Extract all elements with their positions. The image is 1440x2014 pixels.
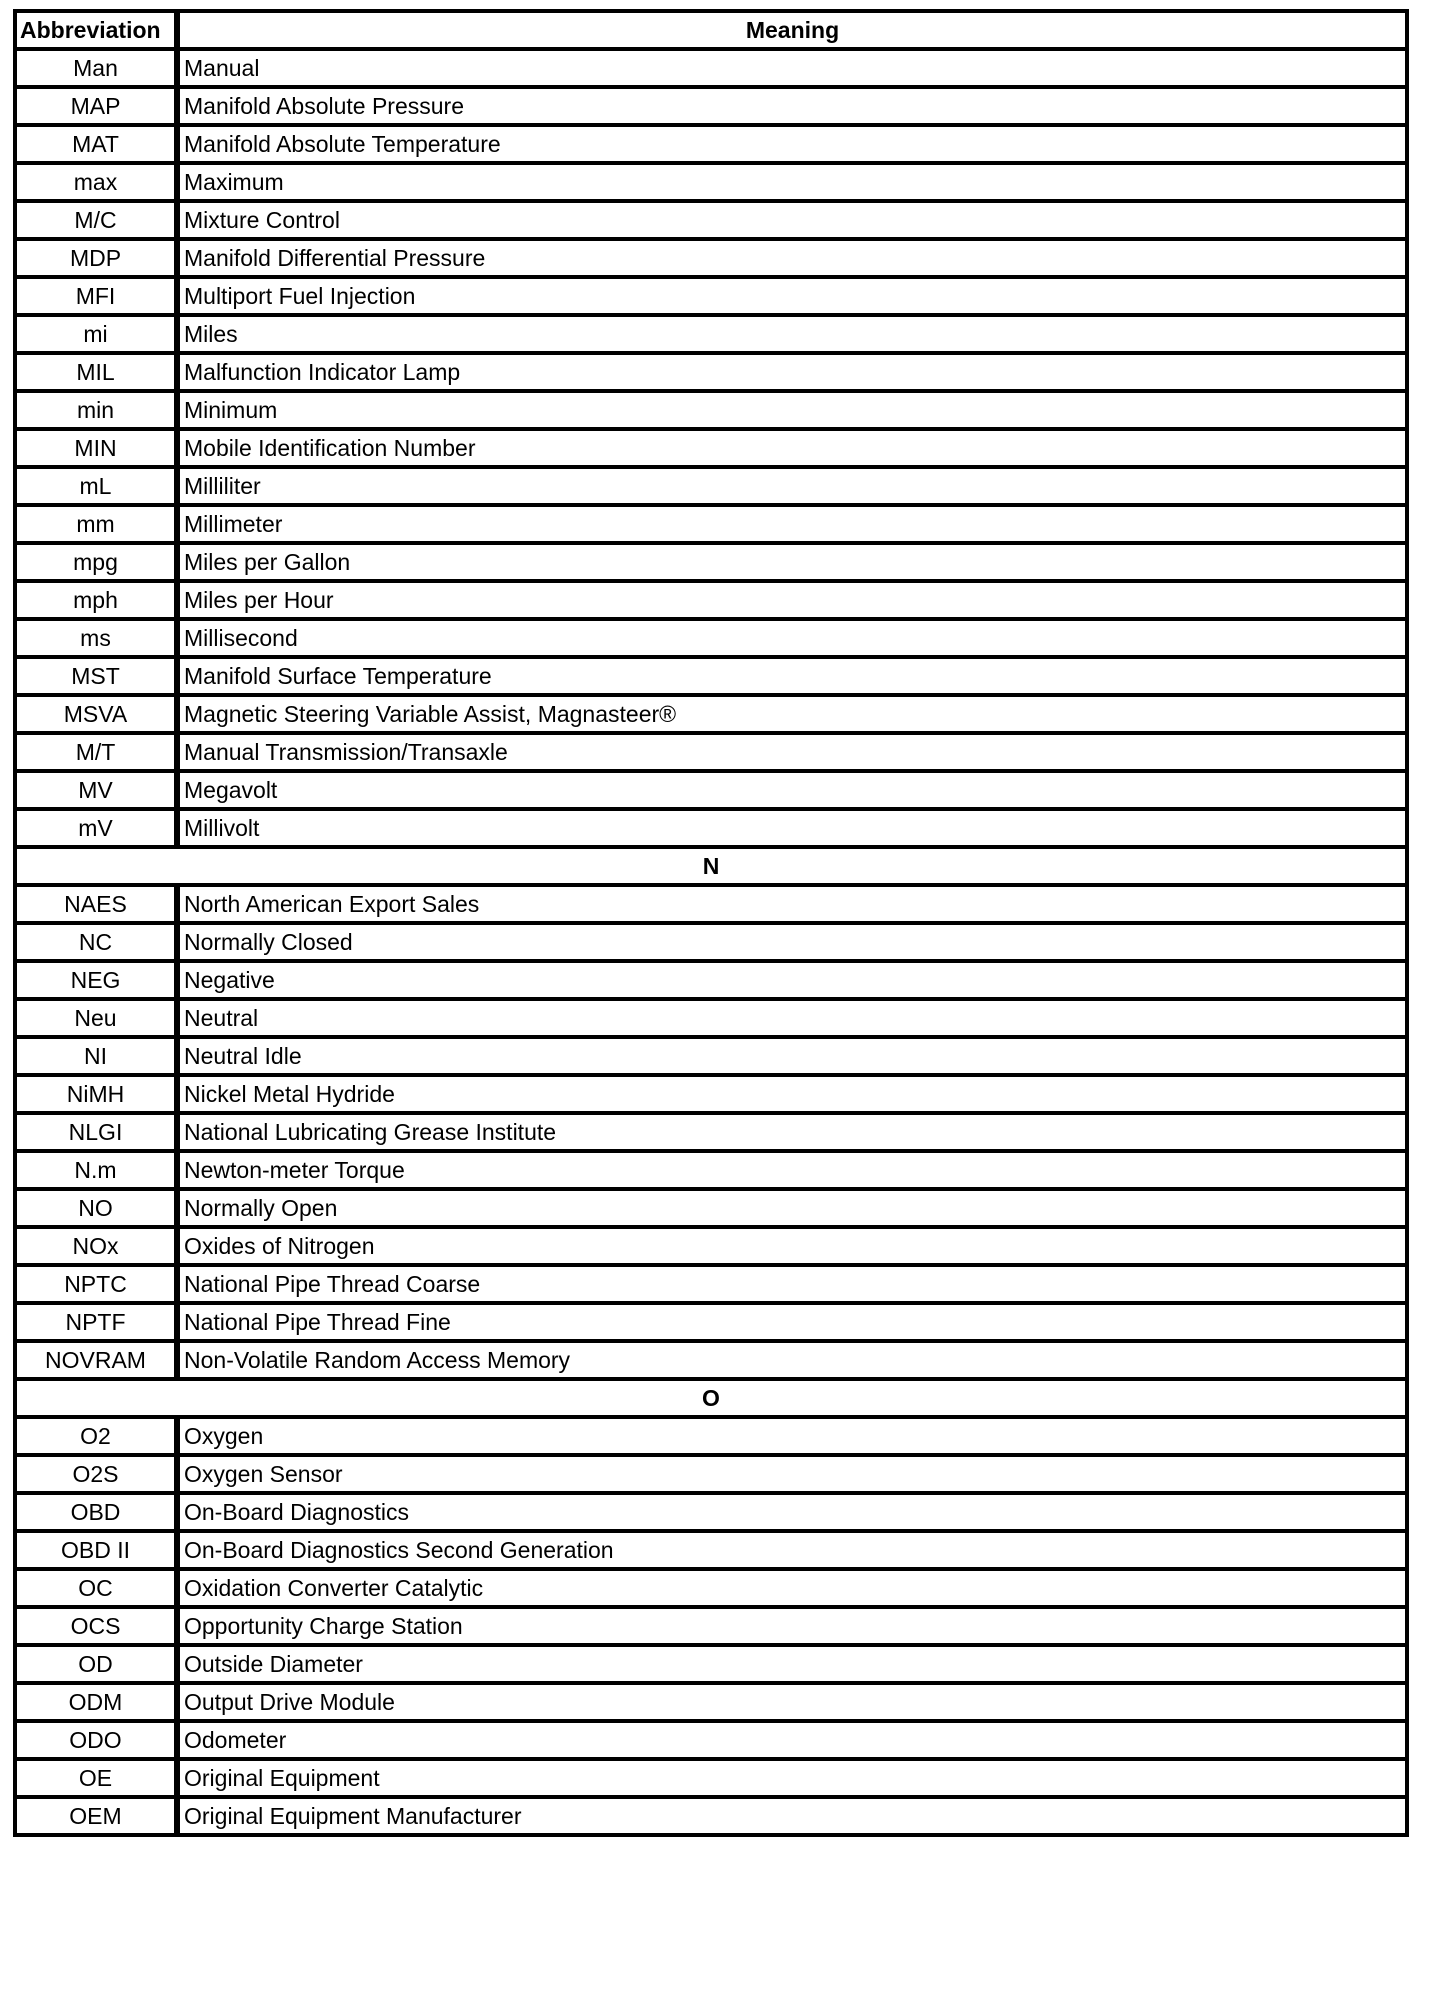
abbreviation-cell: OCS bbox=[15, 1607, 177, 1645]
table-row bbox=[15, 125, 1407, 163]
table-row bbox=[15, 467, 1407, 505]
abbreviation-cell: OBD II bbox=[15, 1531, 177, 1569]
abbreviation-cell: Man bbox=[15, 49, 177, 87]
table-row bbox=[15, 809, 1407, 847]
meaning-cell: Newton-meter Torque bbox=[177, 1151, 1407, 1189]
table-row bbox=[15, 1607, 1407, 1645]
meaning-cell: National Lubricating Grease Institute bbox=[177, 1113, 1407, 1151]
table-row bbox=[15, 1341, 1407, 1379]
abbreviation-cell: OEM bbox=[15, 1797, 177, 1835]
meaning-cell: Megavolt bbox=[177, 771, 1407, 809]
section-header-row bbox=[15, 1379, 1407, 1417]
meaning-cell: Oxidation Converter Catalytic bbox=[177, 1569, 1407, 1607]
abbreviation-cell: MIL bbox=[15, 353, 177, 391]
meaning-cell: Miles bbox=[177, 315, 1407, 353]
table-row bbox=[15, 695, 1407, 733]
table-row bbox=[15, 49, 1407, 87]
abbreviation-cell: NC bbox=[15, 923, 177, 961]
meaning-cell: Negative bbox=[177, 961, 1407, 999]
table-row bbox=[15, 543, 1407, 581]
meaning-cell: National Pipe Thread Coarse bbox=[177, 1265, 1407, 1303]
abbreviation-cell: ms bbox=[15, 619, 177, 657]
meaning-cell: Multiport Fuel Injection bbox=[177, 277, 1407, 315]
column-header-abbreviation: Abbreviation bbox=[15, 11, 177, 49]
table-row bbox=[15, 1037, 1407, 1075]
meaning-cell: Manifold Surface Temperature bbox=[177, 657, 1407, 695]
abbreviation-cell: NPTF bbox=[15, 1303, 177, 1341]
meaning-cell: Mobile Identification Number bbox=[177, 429, 1407, 467]
meaning-cell: Millivolt bbox=[177, 809, 1407, 847]
table-row bbox=[15, 201, 1407, 239]
section-letter: O bbox=[15, 1379, 1407, 1417]
abbreviation-cell: MV bbox=[15, 771, 177, 809]
abbreviation-cell: NPTC bbox=[15, 1265, 177, 1303]
abbreviation-cell: MST bbox=[15, 657, 177, 695]
table-header-row bbox=[15, 11, 1407, 49]
abbreviation-cell: MSVA bbox=[15, 695, 177, 733]
meaning-cell: Non-Volatile Random Access Memory bbox=[177, 1341, 1407, 1379]
meaning-cell: On-Board Diagnostics Second Generation bbox=[177, 1531, 1407, 1569]
table-row bbox=[15, 353, 1407, 391]
meaning-cell: Maximum bbox=[177, 163, 1407, 201]
abbreviation-cell: NLGI bbox=[15, 1113, 177, 1151]
meaning-cell: Original Equipment Manufacturer bbox=[177, 1797, 1407, 1835]
meaning-cell: Mixture Control bbox=[177, 201, 1407, 239]
meaning-cell: Manifold Absolute Pressure bbox=[177, 87, 1407, 125]
table-row bbox=[15, 657, 1407, 695]
meaning-cell: Magnetic Steering Variable Assist, Magnasteer® bbox=[177, 695, 1407, 733]
meaning-cell: Miles per Hour bbox=[177, 581, 1407, 619]
table-row bbox=[15, 1569, 1407, 1607]
section-letter: N bbox=[15, 847, 1407, 885]
abbreviation-cell: OD bbox=[15, 1645, 177, 1683]
meaning-cell: On-Board Diagnostics bbox=[177, 1493, 1407, 1531]
table-row bbox=[15, 429, 1407, 467]
table-row bbox=[15, 1189, 1407, 1227]
meaning-cell: Oxygen Sensor bbox=[177, 1455, 1407, 1493]
meaning-cell: Neutral Idle bbox=[177, 1037, 1407, 1075]
meaning-cell: Minimum bbox=[177, 391, 1407, 429]
table-row bbox=[15, 505, 1407, 543]
abbreviation-table bbox=[13, 9, 1409, 1837]
table-row bbox=[15, 885, 1407, 923]
meaning-cell: Millimeter bbox=[177, 505, 1407, 543]
abbreviation-cell: OBD bbox=[15, 1493, 177, 1531]
table-row bbox=[15, 391, 1407, 429]
abbreviation-cell: NO bbox=[15, 1189, 177, 1227]
meaning-cell: Nickel Metal Hydride bbox=[177, 1075, 1407, 1113]
abbreviation-cell: M/C bbox=[15, 201, 177, 239]
table-row bbox=[15, 1113, 1407, 1151]
meaning-cell: National Pipe Thread Fine bbox=[177, 1303, 1407, 1341]
meaning-cell: Oxides of Nitrogen bbox=[177, 1227, 1407, 1265]
meaning-cell: Original Equipment bbox=[177, 1759, 1407, 1797]
abbreviation-cell: NI bbox=[15, 1037, 177, 1075]
abbreviation-cell: O2 bbox=[15, 1417, 177, 1455]
table-row bbox=[15, 619, 1407, 657]
meaning-cell: Normally Open bbox=[177, 1189, 1407, 1227]
abbreviation-cell: MAT bbox=[15, 125, 177, 163]
table-row bbox=[15, 1151, 1407, 1189]
abbreviation-cell: MDP bbox=[15, 239, 177, 277]
table-row bbox=[15, 999, 1407, 1037]
table-row bbox=[15, 277, 1407, 315]
meaning-cell: Manifold Differential Pressure bbox=[177, 239, 1407, 277]
table-row bbox=[15, 87, 1407, 125]
meaning-cell: Miles per Gallon bbox=[177, 543, 1407, 581]
meaning-cell: Manifold Absolute Temperature bbox=[177, 125, 1407, 163]
table-row bbox=[15, 1531, 1407, 1569]
abbreviation-cell: mm bbox=[15, 505, 177, 543]
table-row bbox=[15, 1683, 1407, 1721]
meaning-cell: Outside Diameter bbox=[177, 1645, 1407, 1683]
abbreviation-cell: mV bbox=[15, 809, 177, 847]
abbreviation-cell: MIN bbox=[15, 429, 177, 467]
table-row bbox=[15, 961, 1407, 999]
abbreviation-cell: NOVRAM bbox=[15, 1341, 177, 1379]
table-row bbox=[15, 163, 1407, 201]
table-row bbox=[15, 771, 1407, 809]
abbreviation-cell: O2S bbox=[15, 1455, 177, 1493]
meaning-cell: North American Export Sales bbox=[177, 885, 1407, 923]
table-row bbox=[15, 1493, 1407, 1531]
meaning-cell: Milliliter bbox=[177, 467, 1407, 505]
meaning-cell: Neutral bbox=[177, 999, 1407, 1037]
table-row bbox=[15, 581, 1407, 619]
table-row bbox=[15, 239, 1407, 277]
meaning-cell: Opportunity Charge Station bbox=[177, 1607, 1407, 1645]
abbreviation-cell: OE bbox=[15, 1759, 177, 1797]
abbreviation-cell: M/T bbox=[15, 733, 177, 771]
abbreviation-cell: ODM bbox=[15, 1683, 177, 1721]
abbreviation-cell: NOx bbox=[15, 1227, 177, 1265]
table-row bbox=[15, 1075, 1407, 1113]
column-header-meaning: Meaning bbox=[177, 11, 1407, 49]
abbreviation-cell: mi bbox=[15, 315, 177, 353]
meaning-cell: Output Drive Module bbox=[177, 1683, 1407, 1721]
table-row bbox=[15, 1265, 1407, 1303]
abbreviation-cell: max bbox=[15, 163, 177, 201]
abbreviation-cell: MAP bbox=[15, 87, 177, 125]
meaning-cell: Millisecond bbox=[177, 619, 1407, 657]
table-row bbox=[15, 1759, 1407, 1797]
meaning-cell: Malfunction Indicator Lamp bbox=[177, 353, 1407, 391]
table-row bbox=[15, 733, 1407, 771]
meaning-cell: Odometer bbox=[177, 1721, 1407, 1759]
table-body bbox=[15, 49, 1407, 1835]
table-row bbox=[15, 1455, 1407, 1493]
abbreviation-cell: mL bbox=[15, 467, 177, 505]
meaning-cell: Normally Closed bbox=[177, 923, 1407, 961]
meaning-cell: Oxygen bbox=[177, 1417, 1407, 1455]
table-row bbox=[15, 1797, 1407, 1835]
table-row bbox=[15, 1227, 1407, 1265]
abbreviation-cell: N.m bbox=[15, 1151, 177, 1189]
abbreviation-cell: MFI bbox=[15, 277, 177, 315]
abbreviation-cell: NEG bbox=[15, 961, 177, 999]
meaning-cell: Manual bbox=[177, 49, 1407, 87]
abbreviation-cell: Neu bbox=[15, 999, 177, 1037]
abbreviation-cell: min bbox=[15, 391, 177, 429]
abbreviation-cell: NiMH bbox=[15, 1075, 177, 1113]
section-header-row bbox=[15, 847, 1407, 885]
table-row bbox=[15, 1417, 1407, 1455]
table-row bbox=[15, 1303, 1407, 1341]
table-row bbox=[15, 315, 1407, 353]
abbreviation-cell: OC bbox=[15, 1569, 177, 1607]
table-row bbox=[15, 1645, 1407, 1683]
abbreviation-cell: mpg bbox=[15, 543, 177, 581]
meaning-cell: Manual Transmission/Transaxle bbox=[177, 733, 1407, 771]
abbreviation-cell: NAES bbox=[15, 885, 177, 923]
table-row bbox=[15, 923, 1407, 961]
abbreviation-cell: ODO bbox=[15, 1721, 177, 1759]
table-row bbox=[15, 1721, 1407, 1759]
abbreviation-cell: mph bbox=[15, 581, 177, 619]
